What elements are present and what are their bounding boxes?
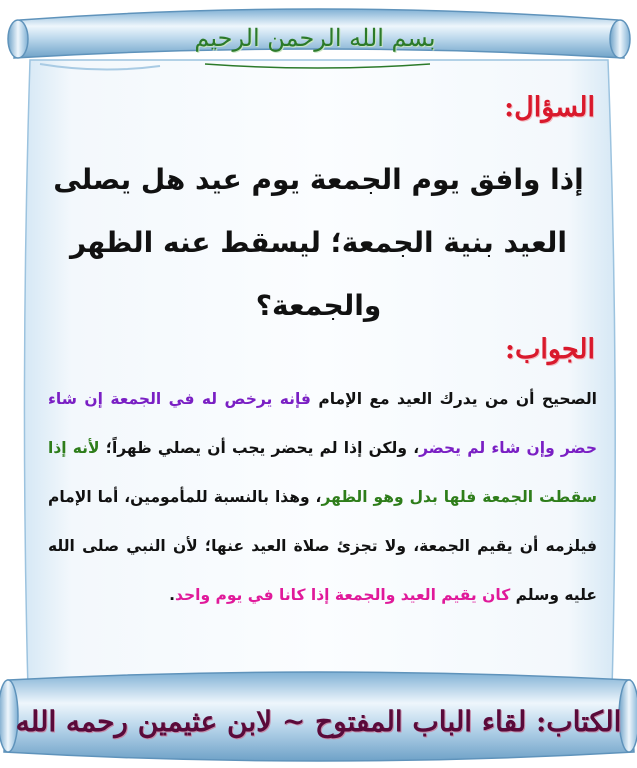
- basmala-calligraphy: بسم الله الرحمن الرحيم: [194, 24, 436, 52]
- question-heading: السؤال:: [504, 92, 595, 123]
- answer-heading: الجواب:: [505, 334, 595, 365]
- answer-text: [48, 375, 597, 620]
- answer-highlight-purple: فإنه يرخص له في الجمعة إن شاء حضر وإن شاء لم يحضر: [48, 390, 597, 457]
- answer-part: ، وهذا بالنسبة للمأمومين، أما الإمام فيلزمه أن يقيم الجمعة، ولا تجزئ صلاة العيد عنها؛ لأن النبي صلى الله عليه وسلم: [48, 488, 597, 604]
- answer-part: ، ولكن إذا لم يحضر يجب أن يصلي ظهراً؛: [99, 439, 420, 457]
- answer-part: الصحيح أن من يدرك العيد مع الإمام: [310, 390, 597, 408]
- answer-highlight-green: لأنه إذا سقطت الجمعة فلها بدل وهو الظهر: [48, 439, 597, 506]
- question-text: إذا وافق يوم الجمعة يوم عيد هل يصلى العيد بنية الجمعة؛ ليسقط عنه الظهر والجمعة؟: [53, 163, 584, 322]
- answer-part: .: [169, 586, 176, 604]
- book-source-footer: الكتاب: لقاء الباب المفتوح ~ لابن عثيمين رحمه الله: [15, 705, 622, 738]
- answer-highlight-magenta: كان يقيم العيد والجمعة إذا كانا في يوم واحد: [175, 586, 511, 604]
